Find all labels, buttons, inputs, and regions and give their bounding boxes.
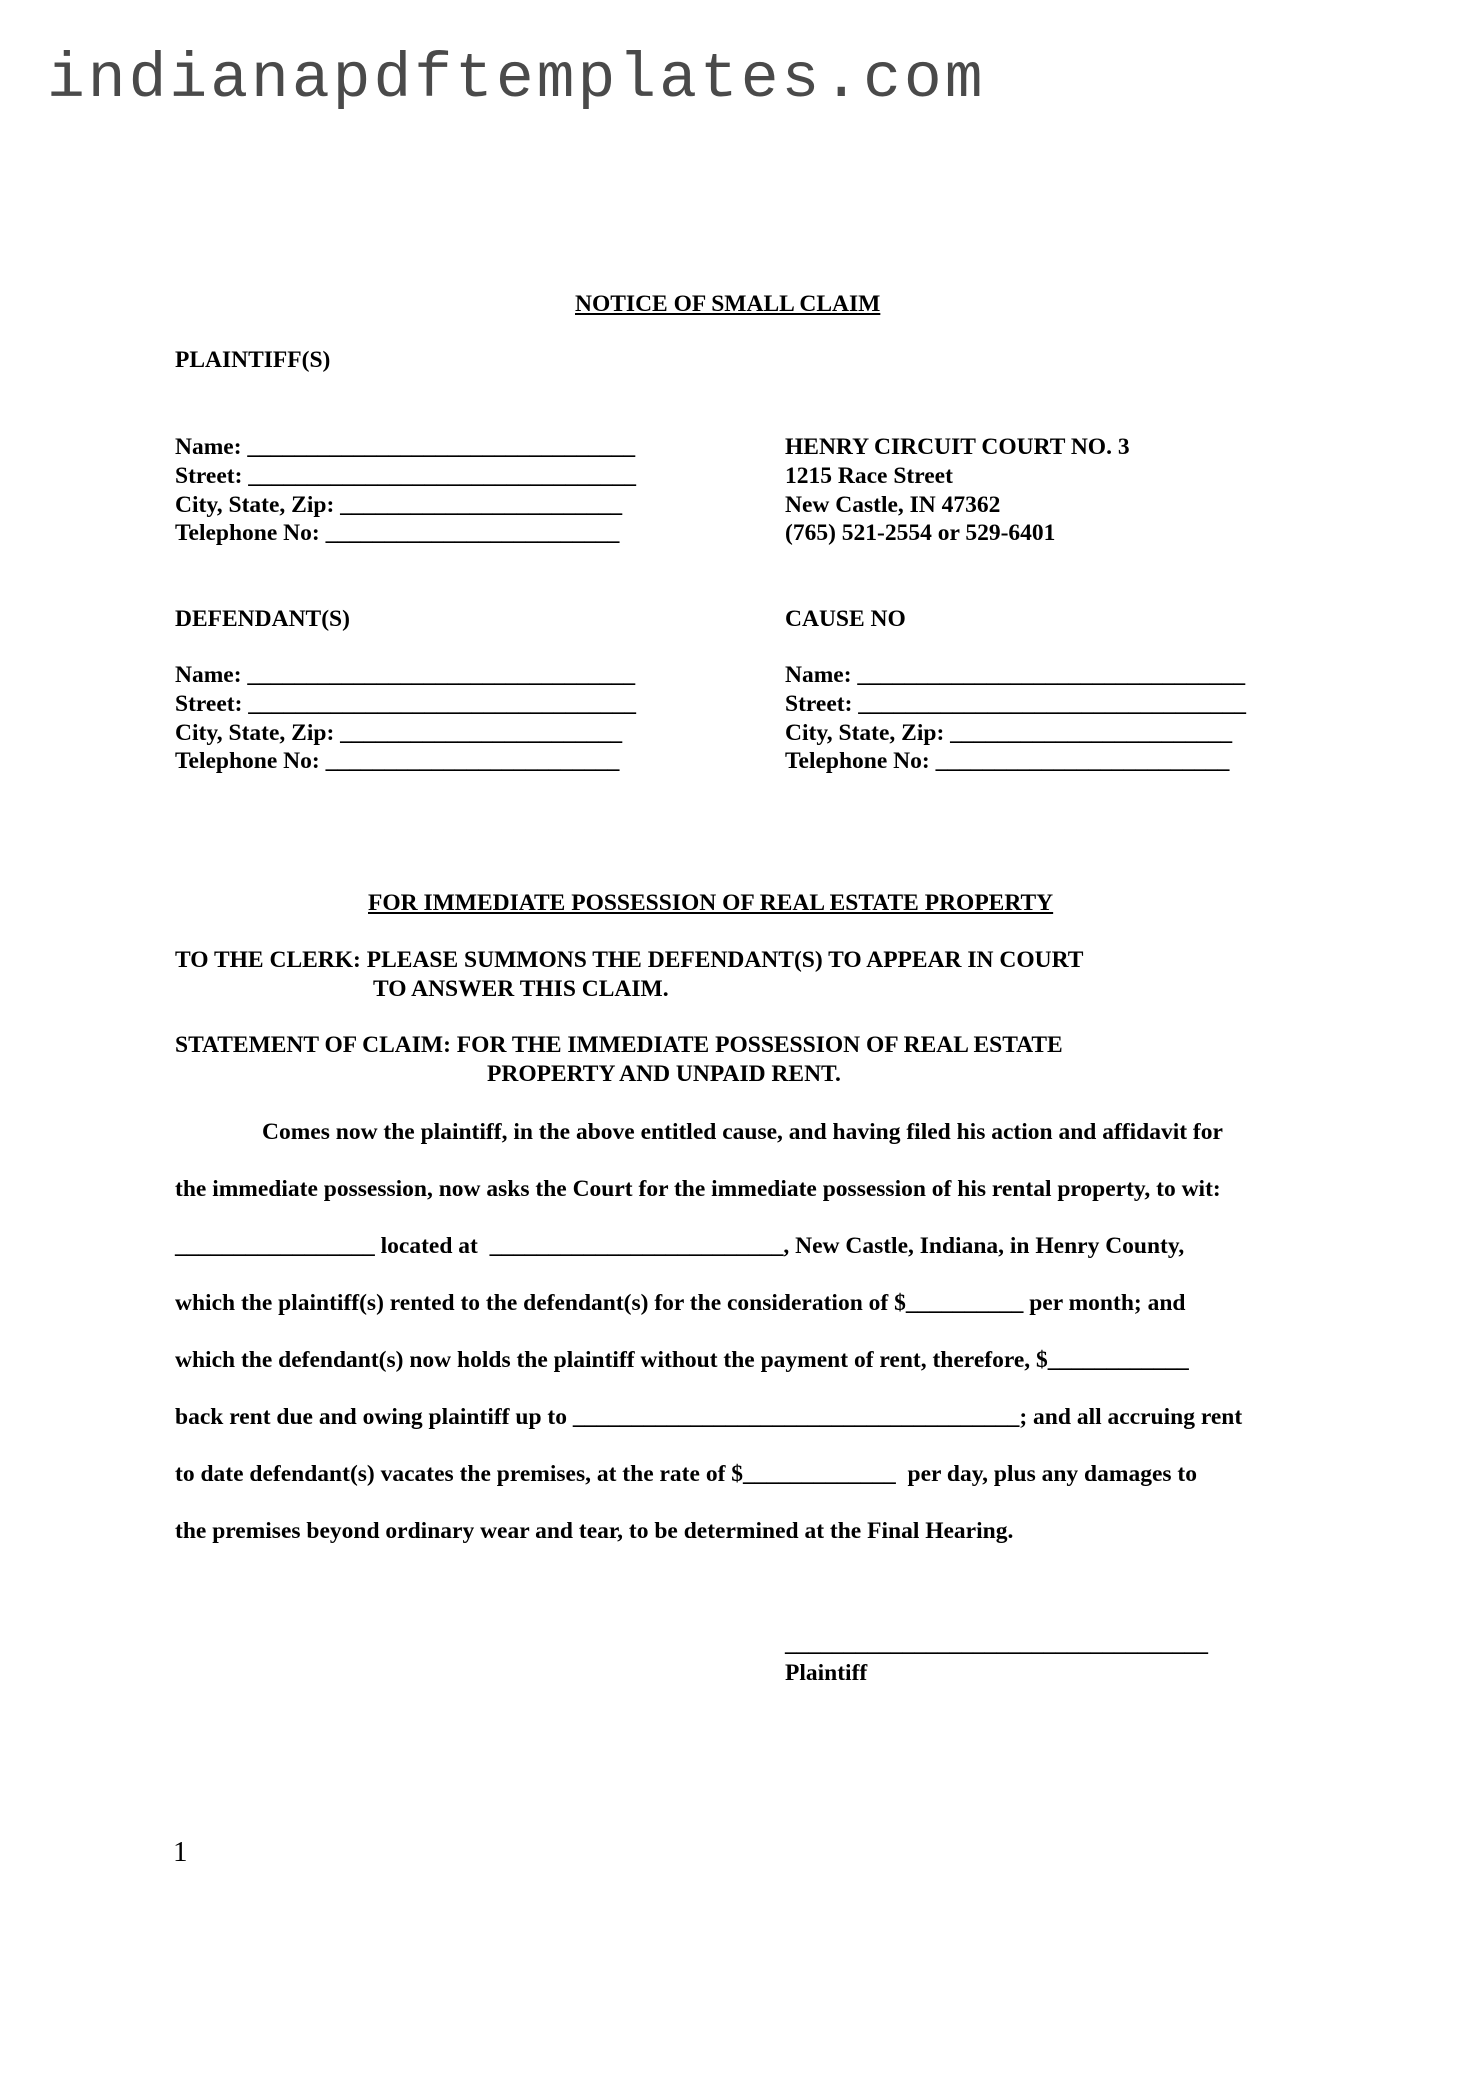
- plaintiff-phone-field[interactable]: Telephone No: _________________________: [175, 520, 620, 546]
- court-street: 1215 Race Street: [785, 463, 953, 489]
- plaintiff-heading: PLAINTIFF(S): [175, 347, 331, 373]
- body-line[interactable]: which the plaintiff(s) rented to the defendant(s) for the consideration of $__________ per month; and: [175, 1290, 1186, 1316]
- court-name: HENRY CIRCUIT COURT NO. 3: [785, 434, 1130, 460]
- clerk-instruction-line2: TO ANSWER THIS CLAIM.: [373, 976, 669, 1002]
- watermark: indianapdftemplates.com: [47, 44, 986, 115]
- section-subtitle: FOR IMMEDIATE POSSESSION OF REAL ESTATE PROPERTY: [368, 890, 1054, 916]
- plaintiff-name-field[interactable]: Name: _________________________________: [175, 434, 636, 460]
- cause-phone-field[interactable]: Telephone No: _________________________: [785, 748, 1230, 774]
- body-line: Comes now the plaintiff, in the above entitled cause, and having filed his action and affidavit for: [262, 1119, 1223, 1145]
- defendant-heading: DEFENDANT(S): [175, 606, 350, 632]
- defendant-street-field[interactable]: Street: _________________________________: [175, 691, 637, 717]
- signature-line[interactable]: ____________________________________: [785, 1631, 1208, 1657]
- defendant-name-field[interactable]: Name: _________________________________: [175, 662, 636, 688]
- cause-name-field[interactable]: Name: _________________________________: [785, 662, 1246, 688]
- body-line[interactable]: back rent due and owing plaintiff up to ______________________________________; and all accruing rent: [175, 1404, 1243, 1430]
- body-line[interactable]: which the defendant(s) now holds the plaintiff without the payment of rent, therefore, $____________: [175, 1347, 1189, 1373]
- clerk-instruction-line1: TO THE CLERK: PLEASE SUMMONS THE DEFENDANT(S) TO APPEAR IN COURT: [175, 947, 1084, 973]
- page-number: 1: [173, 1836, 188, 1868]
- body-line: the premises beyond ordinary wear and tear, to be determined at the Final Hearing.: [175, 1518, 1014, 1544]
- body-line[interactable]: _________________ located at _________________________, New Castle, Indiana, in Henry County,: [175, 1233, 1185, 1259]
- cause-street-field[interactable]: Street: _________________________________: [785, 691, 1247, 717]
- court-phone: (765) 521-2554 or 529-6401: [785, 520, 1056, 546]
- signature-label: Plaintiff: [785, 1660, 868, 1686]
- plaintiff-city-field[interactable]: City, State, Zip: ________________________: [175, 492, 623, 518]
- statement-line2: PROPERTY AND UNPAID RENT.: [487, 1061, 841, 1087]
- cause-city-field[interactable]: City, State, Zip: ________________________: [785, 720, 1233, 746]
- form-title: NOTICE OF SMALL CLAIM: [575, 291, 881, 317]
- court-city: New Castle, IN 47362: [785, 492, 1001, 518]
- defendant-phone-field[interactable]: Telephone No: _________________________: [175, 748, 620, 774]
- plaintiff-street-field[interactable]: Street: _________________________________: [175, 463, 637, 489]
- statement-line1: STATEMENT OF CLAIM: FOR THE IMMEDIATE POSSESSION OF REAL ESTATE: [175, 1032, 1063, 1058]
- defendant-city-field[interactable]: City, State, Zip: ________________________: [175, 720, 623, 746]
- cause-heading: CAUSE NO: [785, 606, 906, 632]
- body-line: the immediate possession, now asks the Court for the immediate possession of his rental property, to wit:: [175, 1176, 1221, 1202]
- body-line[interactable]: to date defendant(s) vacates the premises, at the rate of $_____________ per day, plus any damages to: [175, 1461, 1197, 1487]
